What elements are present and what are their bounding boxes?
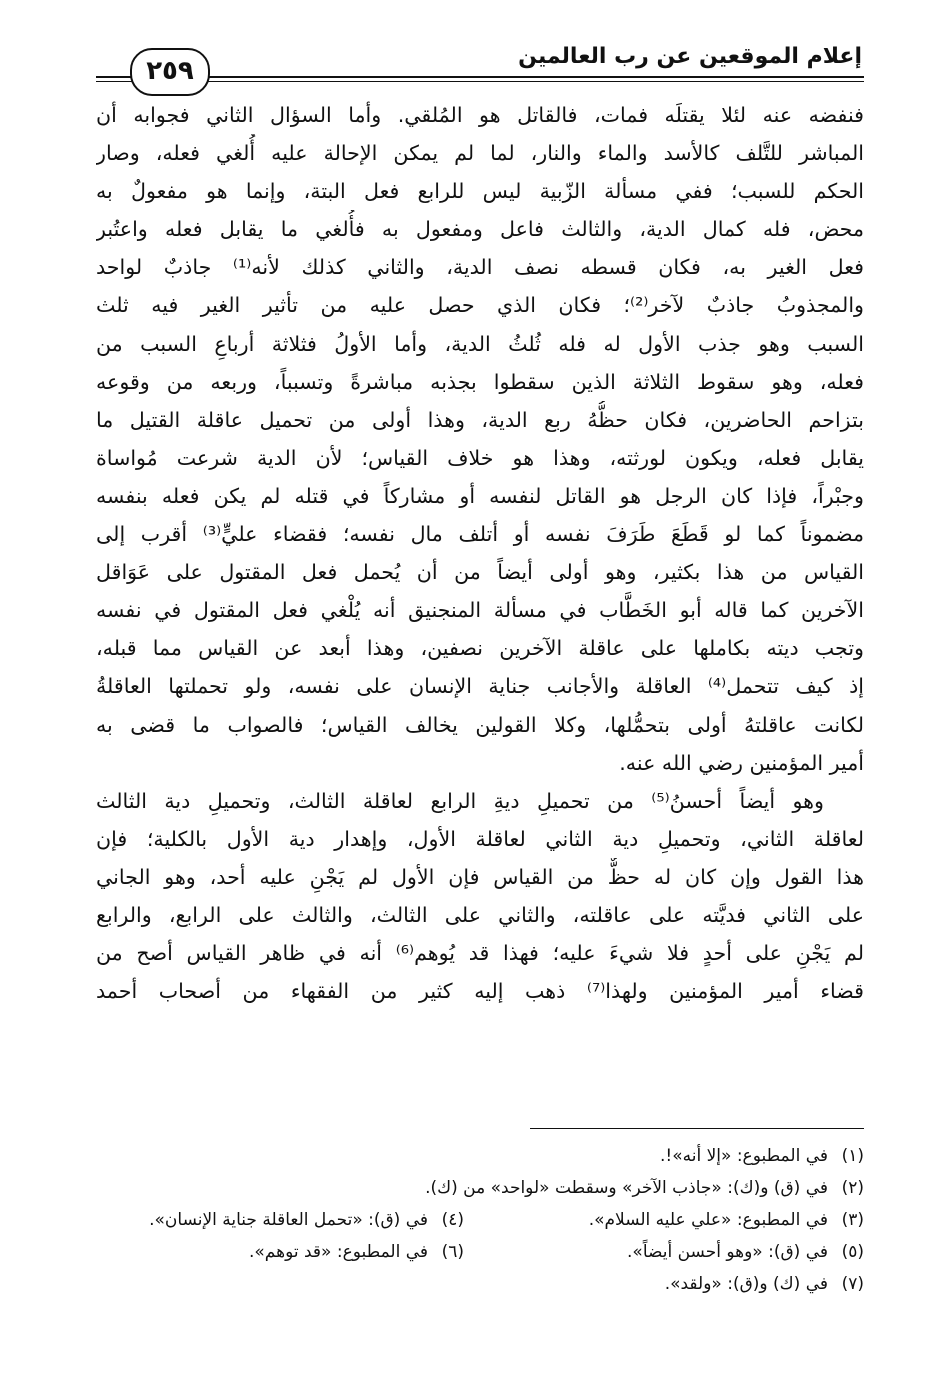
text-line: فعل الغير به، فكان قسطه نصف الدية، والثاني كذلك لأنه⁽¹⁾ جاذبٌ لواحد — [96, 255, 864, 280]
header-rule — [96, 76, 864, 78]
text-line: مضموناً كما لو قَطَعَ طَرَفَ نفسه أو أتلف مال نفسه؛ فقضاء عليٍّ⁽³⁾ أقرب إلى — [96, 522, 864, 547]
text-line: يقابل فعله، ويكون لورثته، وهذا هو خلاف القياس؛ لأن الدية شرعت مُواساة — [96, 445, 864, 470]
body-text — [96, 96, 864, 1010]
text-line: السبب وهو جذب الأول له فله ثُلثُ الدية، وأما الأولُ فثلاثة أرباعِ السبب من — [96, 331, 864, 356]
text-line: الآخرين كما قاله أبو الخَطَّاب في مسألة المنجنيق أنه يُلْغي فعل المقتول في نفسه — [96, 598, 864, 623]
text-line: الحكم للسبب؛ ففي مسألة الزّبية ليس للرابع فعل البتة، وإنما هو مفعولٌ به — [96, 179, 864, 204]
text-line: أمير المؤمنين رضي الله عنه. — [619, 750, 864, 775]
text-line: لعاقلة الثاني، وتحميلِ دية الثاني لعاقلة الأول، وإهدار دية الأول بالكلية؛ فإن — [96, 826, 864, 851]
footnote-number: (٦) — [441, 1242, 464, 1262]
text-line: فنفضه عنه لئلا يقتلَه فمات، فالقاتل هو المُلقي. وأما السؤال الثاني فجوابه أن — [96, 103, 864, 127]
text-line: القياس من هذا بكثير، وهو أولى أيضاً من أن يُحمل فعل المقتول على عَوَاقل — [96, 560, 864, 585]
footnote-2 — [425, 1172, 864, 1204]
header-rule-thin — [96, 81, 864, 82]
footnote-5 — [464, 1236, 864, 1268]
footnote-text: في المطبوع: «قد توهم». — [248, 1242, 428, 1262]
footnote-number: (٢) — [841, 1178, 864, 1198]
footnote-text: في المطبوع: «إلا أنه»!. — [660, 1146, 828, 1166]
footnote-row — [96, 1140, 864, 1172]
footnote-number: (٤) — [441, 1210, 464, 1230]
text-line: المباشر للتَّلف كالأسد والماء والنار، لما لم يمكن الإحالة عليه أُلغي فعله، وصار — [96, 141, 864, 166]
footnote-text: في (ق): «وهو أحسن أيضاً». — [627, 1242, 828, 1262]
text-line: هذا القول وإن كان له حظٌّ من القياس فإن الأول لم يَجْنِ عليه أحد، وهو الجاني — [96, 864, 864, 889]
text-line-paragraph-start: وهو أيضاً أحسنُ⁽⁵⁾ من تحميلِ ديةِ الرابع لعاقلة الثالث، وتحميلِ دية الثالث — [96, 788, 824, 813]
footnote-text: في (ق): «تحمل العاقلة جناية الإنسان». — [149, 1210, 428, 1230]
footnote-number: (٥) — [841, 1242, 864, 1262]
text-line: وجبْراً، فإذا كان الرجل هو القاتل لنفسه أو مشاركاً في قتله لم يكن فعله بنفسه — [96, 483, 864, 508]
footnote-1 — [660, 1140, 864, 1172]
footnote-3 — [464, 1204, 864, 1236]
footnote-4 — [149, 1204, 464, 1236]
text-line: بتزاحم الحاضرين، فكان حظُّهُ ربع الدية، وهذا أولى من تحميل عاقلة القتيل ما — [96, 407, 864, 432]
footnote-text: في المطبوع: «علي عليه السلام». — [588, 1210, 828, 1230]
footnote-row — [96, 1236, 864, 1268]
footnotes — [96, 1140, 864, 1300]
footnote-6 — [249, 1236, 464, 1268]
text-line: والمجذوبُ جاذبٌ لآخر⁽²⁾؛ فكان الذي حصل عليه من تأثير الغير فيه ثلث — [96, 293, 864, 318]
running-title: إعلام الموقعين عن رب العالمين — [510, 44, 862, 69]
footnote-7 — [665, 1268, 864, 1300]
footnote-row — [96, 1268, 864, 1300]
footnote-row — [96, 1172, 864, 1204]
text-line: على الثاني فديَّته على عاقلته، والثاني على الثالث، والثالث على الرابع، والرابع — [96, 902, 864, 927]
footnote-number: (١) — [841, 1146, 864, 1166]
page-number: ٢٥٩ — [130, 48, 210, 96]
footnote-text: في (ك) و(ق): «ولقد». — [664, 1274, 828, 1294]
text-line: لم يَجْنِ على أحدٍ فلا شيءَ عليه؛ فهذا قد يُوهم⁽⁶⁾ أنه في ظاهر القياس أصح من — [96, 941, 864, 966]
text-line: وتجب ديته بكاملها على عاقلة الآخرين نصفين، وهذا أبعد عن القياس مما قبله، — [96, 636, 864, 661]
footnote-row — [96, 1204, 864, 1236]
footnote-text: في (ق) و(ك): «جاذب الآخر» وسقطت «لواحد» من (ك). — [425, 1178, 828, 1198]
footnote-separator — [530, 1128, 864, 1129]
text-line: فعله، وهو سقوط الثلاثة الذين سقطوا بجذبه مباشرةً وتسبباً، وربعه من وقوعه — [96, 369, 864, 394]
footnote-number: (٣) — [841, 1210, 864, 1230]
footnote-number: (٧) — [841, 1274, 864, 1294]
text-line: قضاء أمير المؤمنين ولهذا⁽⁷⁾ ذهب إليه كثير من الفقهاء من أصحاب أحمد — [96, 979, 864, 1004]
text-line: محض، فله كمال الدية، والثالث فاعل ومفعول به فأُلغي ما يقابل فعله واعتُبر — [96, 217, 864, 242]
text-line: إذ كيف تتحمل⁽⁴⁾ العاقلة والأجانب جناية الإنسان على نفسه، ولو تحملتها العاقلةُ — [96, 674, 864, 699]
text-line: لكانت عاقلتهُ أولى بتحمُّلها، وكلا القولين يخالف القياس؛ فالصواب ما قضى به — [96, 712, 864, 737]
